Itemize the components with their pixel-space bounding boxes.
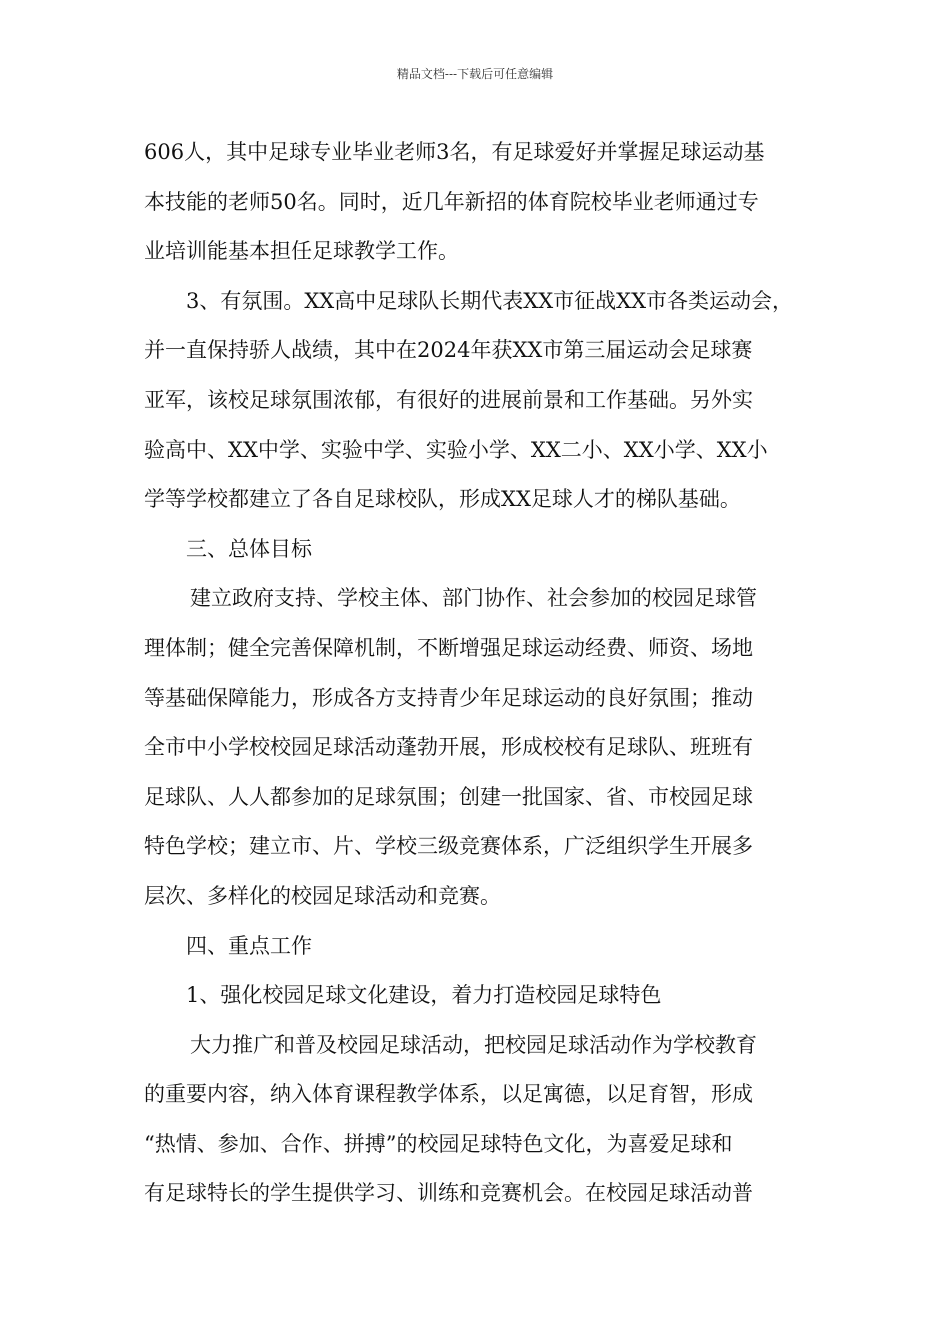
text-line: “热情、参加、合作、拼搏”的校园足球特色文化，为喜爱足球和 bbox=[144, 1131, 733, 1156]
section-heading: 四、重点工作 bbox=[186, 933, 312, 958]
text-line: 学等学校都建立了各自足球校队，形成XX足球人才的梯队基础。 bbox=[144, 487, 741, 512]
text-line: 理体制；健全完善保障机制，不断增强足球运动经费、师资、场地 bbox=[144, 635, 753, 660]
text-line: 层次、多样化的校园足球活动和竞赛。 bbox=[144, 883, 501, 908]
text-line: 亚军，该校足球氛围浓郁，有很好的进展前景和工作基础。另外实 bbox=[144, 387, 753, 412]
text-line: 本技能的老师50名。同时，近几年新招的体育院校毕业老师通过专 bbox=[144, 189, 759, 214]
section-heading: 三、总体目标 bbox=[186, 536, 312, 561]
text-line: 并一直保持骄人战绩，其中在2024年获XX市第三届运动会足球赛 bbox=[144, 338, 753, 363]
document-body bbox=[144, 128, 812, 1219]
text-line: 特色学校；建立市、片、学校三级竞赛体系，广泛组织学生开展多 bbox=[144, 834, 753, 859]
paragraph-start-line: 建立政府支持、学校主体、部门协作、社会参加的校园足球管 bbox=[190, 586, 757, 611]
paragraph-start-line: 大力推广和普及校园足球活动，把校园足球活动作为学校教育 bbox=[190, 1032, 757, 1057]
paragraph-start-line: 3、有氛围。XX高中足球队长期代表XX市征战XX市各类运动会， bbox=[186, 288, 794, 313]
text-line: 全市中小学校校园足球活动蓬勃开展，形成校校有足球队、班班有 bbox=[144, 735, 753, 760]
text-line: 的重要内容，纳入体育课程教学体系，以足寓德，以足育智，形成 bbox=[144, 1082, 753, 1107]
text-line: 业培训能基本担任足球教学工作。 bbox=[144, 239, 459, 264]
text-line: 足球队、人人都参加的足球氛围；创建一批国家、省、市校园足球 bbox=[144, 784, 753, 809]
text-line: 等基础保障能力，形成各方支持青少年足球运动的良好氛围；推动 bbox=[144, 685, 753, 710]
text-line: 606人，其中足球专业毕业老师3名，有足球爱好并掌握足球运动基 bbox=[144, 140, 765, 164]
page-header: 精品文档---下载后可任意编辑 bbox=[396, 67, 554, 81]
text-line: 有足球特长的学生提供学习、训练和竞赛机会。在校园足球活动普 bbox=[144, 1181, 753, 1206]
text-line: 验高中、XX中学、实验中学、实验小学、XX二小、XX小学、XX小 bbox=[144, 437, 768, 462]
subsection-heading: 1、强化校园足球文化建设，着力打造校园足球特色 bbox=[186, 983, 662, 1008]
